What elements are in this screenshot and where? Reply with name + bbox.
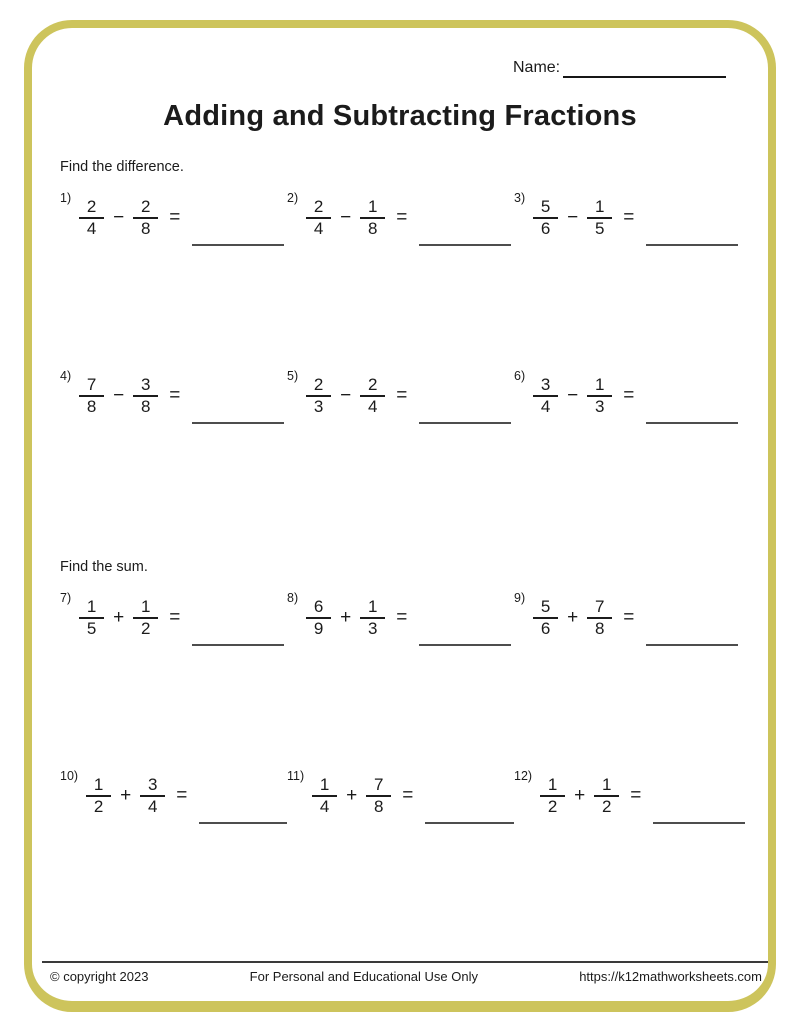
numerator: 1 [601, 775, 612, 794]
name-row [513, 58, 726, 78]
numerator: 1 [368, 597, 378, 616]
fraction-second [587, 197, 612, 239]
numerator: 2 [313, 375, 324, 394]
numerator: 2 [368, 375, 378, 394]
problem-number: 11) [287, 769, 305, 783]
equals-sign: = [402, 785, 414, 806]
denominator: 8 [368, 219, 378, 238]
worksheet-section [60, 558, 760, 824]
problem [514, 190, 754, 246]
numerator: 1 [86, 597, 97, 616]
numerator: 1 [595, 197, 605, 216]
fraction-first [533, 375, 558, 417]
fraction-second [587, 597, 612, 639]
answer-blank[interactable] [192, 422, 284, 424]
numerator: 1 [319, 775, 330, 794]
equals-sign: = [623, 385, 635, 406]
denominator: 8 [374, 797, 384, 816]
operator-sign: − [113, 385, 125, 406]
operator-sign: + [574, 785, 586, 806]
problem [287, 368, 514, 424]
numerator: 1 [368, 197, 378, 216]
denominator: 8 [141, 219, 151, 238]
denominator: 4 [319, 797, 330, 816]
answer-blank[interactable] [646, 422, 738, 424]
operator-sign: − [340, 207, 352, 228]
problem [287, 768, 514, 824]
problem-number: 1) [60, 191, 72, 205]
problem-number: 8) [287, 591, 299, 605]
problem-number: 2) [287, 191, 299, 205]
denominator: 2 [601, 797, 612, 816]
numerator: 2 [86, 197, 97, 216]
problem [60, 768, 287, 824]
answer-blank[interactable] [199, 822, 287, 824]
usage-text: For Personal and Educational Use Only [249, 969, 479, 984]
worksheet-section [60, 158, 760, 424]
fraction-first [533, 597, 558, 639]
name-write-line[interactable] [563, 59, 726, 78]
answer-blank[interactable] [419, 422, 511, 424]
footer-divider [42, 961, 768, 963]
fraction-first [79, 197, 104, 239]
site-url[interactable]: https://k12mathworksheets.com [579, 969, 762, 984]
denominator: 6 [540, 619, 551, 638]
equals-sign: = [396, 207, 408, 228]
equals-sign: = [176, 785, 188, 806]
numerator: 7 [86, 375, 97, 394]
problem-number: 9) [514, 591, 526, 605]
fraction-first [306, 197, 331, 239]
fraction-first [533, 197, 558, 239]
denominator: 8 [595, 619, 605, 638]
fraction-first [86, 775, 111, 817]
problem [287, 590, 514, 646]
problem [60, 368, 287, 424]
name-label: Name: [513, 59, 561, 76]
problem [60, 590, 287, 646]
problem [514, 768, 754, 824]
numerator: 5 [540, 597, 551, 616]
fraction-second [133, 375, 158, 417]
denominator: 4 [147, 797, 158, 816]
copyright-text: © copyright 2023 [50, 969, 149, 984]
fraction-second [360, 597, 385, 639]
operator-sign: − [340, 385, 352, 406]
numerator: 1 [93, 775, 104, 794]
problems-grid [60, 190, 760, 424]
denominator: 2 [93, 797, 104, 816]
answer-blank[interactable] [192, 644, 284, 646]
problem-number: 4) [60, 369, 72, 383]
answer-blank[interactable] [192, 244, 284, 246]
equals-sign: = [169, 385, 181, 406]
fraction-second [360, 375, 385, 417]
operator-sign: + [340, 607, 352, 628]
page-title: Adding and Subtracting Fractions [163, 100, 637, 132]
answer-blank[interactable] [419, 644, 511, 646]
denominator: 2 [141, 619, 151, 638]
denominator: 3 [368, 619, 378, 638]
problem-number: 3) [514, 191, 526, 205]
denominator: 5 [86, 619, 97, 638]
numerator: 6 [313, 597, 324, 616]
fraction-second [594, 775, 619, 817]
operator-sign: − [567, 207, 579, 228]
problem [287, 190, 514, 246]
equals-sign: = [630, 785, 642, 806]
denominator: 3 [313, 397, 324, 416]
problem [60, 190, 287, 246]
equals-sign: = [169, 607, 181, 628]
denominator: 2 [547, 797, 558, 816]
fraction-second [360, 197, 385, 239]
equals-sign: = [623, 207, 635, 228]
fraction-second [587, 375, 612, 417]
fraction-second [366, 775, 391, 817]
operator-sign: + [567, 607, 579, 628]
numerator: 1 [141, 597, 151, 616]
equals-sign: = [396, 607, 408, 628]
numerator: 2 [313, 197, 324, 216]
section-instruction: Find the sum. [60, 559, 148, 575]
answer-blank[interactable] [646, 244, 738, 246]
denominator: 8 [86, 397, 97, 416]
fraction-second [133, 197, 158, 239]
section-instruction: Find the difference. [60, 159, 184, 175]
denominator: 4 [540, 397, 551, 416]
equals-sign: = [623, 607, 635, 628]
fraction-first [79, 597, 104, 639]
numerator: 1 [547, 775, 558, 794]
problem-number: 6) [514, 369, 526, 383]
operator-sign: − [113, 207, 125, 228]
problem-number: 7) [60, 591, 72, 605]
operator-sign: − [567, 385, 579, 406]
fraction-first [312, 775, 337, 817]
answer-blank[interactable] [419, 244, 511, 246]
operator-sign: + [113, 607, 125, 628]
numerator: 3 [141, 375, 151, 394]
numerator: 7 [595, 597, 605, 616]
denominator: 5 [595, 219, 605, 238]
numerator: 3 [147, 775, 158, 794]
problem-number: 12) [514, 769, 533, 783]
equals-sign: = [169, 207, 181, 228]
numerator: 3 [540, 375, 551, 394]
denominator: 4 [86, 219, 97, 238]
answer-blank[interactable] [646, 644, 738, 646]
answer-blank[interactable] [653, 822, 745, 824]
denominator: 4 [313, 219, 324, 238]
problem-number: 10) [60, 769, 79, 783]
problem-number: 5) [287, 369, 299, 383]
numerator: 5 [540, 197, 551, 216]
fraction-first [79, 375, 104, 417]
fraction-second [140, 775, 165, 817]
problems-grid [60, 590, 760, 824]
fraction-first [306, 375, 331, 417]
fraction-second [133, 597, 158, 639]
operator-sign: + [346, 785, 358, 806]
problem [514, 368, 754, 424]
numerator: 1 [595, 375, 605, 394]
equals-sign: = [396, 385, 408, 406]
numerator: 7 [374, 775, 384, 794]
denominator: 9 [313, 619, 324, 638]
problem [514, 590, 754, 646]
denominator: 6 [540, 219, 551, 238]
numerator: 2 [141, 197, 151, 216]
denominator: 8 [141, 397, 151, 416]
fraction-first [540, 775, 565, 817]
answer-blank[interactable] [425, 822, 514, 824]
denominator: 4 [368, 397, 378, 416]
fraction-first [306, 597, 331, 639]
footer [42, 969, 768, 984]
denominator: 3 [595, 397, 605, 416]
operator-sign: + [120, 785, 132, 806]
